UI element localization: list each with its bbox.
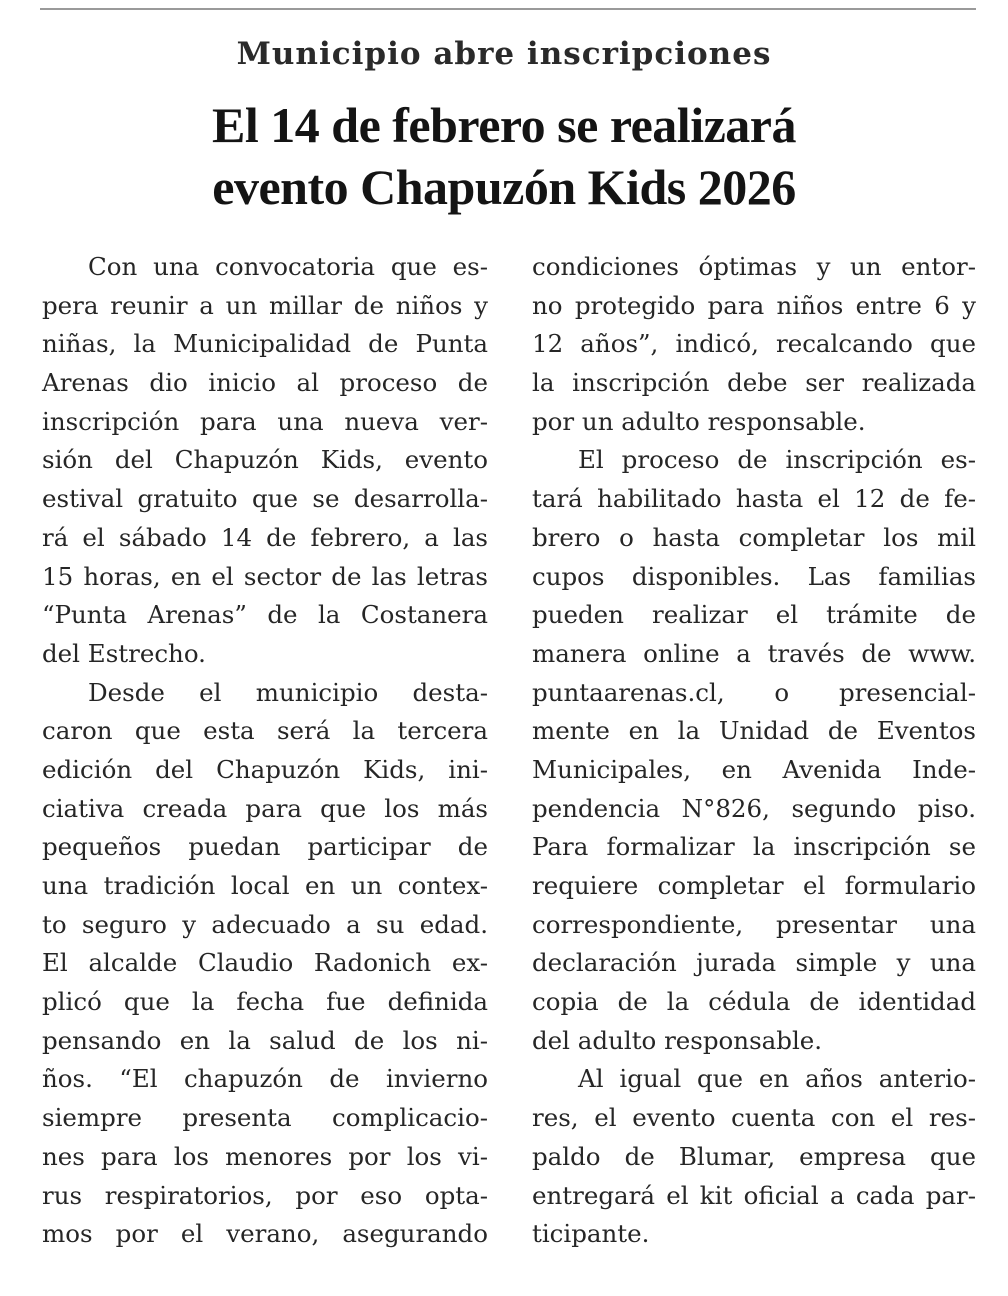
top-divider xyxy=(40,8,976,10)
body-line: pera reunir a un millar de niños y xyxy=(42,290,488,320)
body-line: El proceso de inscripción es- xyxy=(578,445,976,475)
body-line: Desde el municipio desta- xyxy=(88,677,488,707)
body-line: correspondiente, presentar una xyxy=(532,909,976,939)
body-line: Para formalizar la inscripción se xyxy=(532,832,976,862)
body-line: brero o hasta completar los mil xyxy=(532,522,976,552)
body-line: condiciones óptimas y un entor- xyxy=(532,252,976,281)
body-line: ticipante. xyxy=(532,1219,650,1249)
body-line: pequeños puedan participar de xyxy=(42,832,488,862)
body-line: niñas, la Municipalidad de Punta xyxy=(42,329,488,359)
body-line: Con una convocatoria que es- xyxy=(88,252,488,281)
body-line: plicó que la fecha fue definida xyxy=(42,987,488,1017)
body-line: pueden realizar el trámite de xyxy=(532,600,976,630)
body-line: cupos disponibles. Las familias xyxy=(532,561,976,591)
body-line: estival gratuito que se desarrolla- xyxy=(42,484,488,514)
body-line: nes para los menores por los vi- xyxy=(42,1141,488,1171)
body-line: edición del Chapuzón Kids, ini- xyxy=(42,754,488,784)
body-line: no protegido para niños entre 6 y xyxy=(532,290,976,320)
body-line: manera online a través de www. xyxy=(532,638,976,668)
body-line: pendencia N°826, segundo piso. xyxy=(532,793,976,823)
body-column-right xyxy=(532,248,976,1254)
body-line: inscripción para una nueva ver- xyxy=(42,406,488,436)
headline-line-2: evento Chapuzón Kids 2026 xyxy=(212,159,796,215)
body-line: del Estrecho. xyxy=(42,638,206,668)
body-line: mente en la Unidad de Eventos xyxy=(532,716,976,746)
body-line: puntaarenas.cl, o presencial- xyxy=(532,677,976,707)
article-kicker: Municipio abre inscripciones xyxy=(236,36,772,72)
body-line: Municipales, en Avenida Inde- xyxy=(532,754,976,784)
body-line: ños. “El chapuzón de invierno xyxy=(42,1064,488,1094)
body-line: caron que esta será la tercera xyxy=(42,716,488,746)
body-line: tará habilitado hasta el 12 de fe- xyxy=(532,484,976,514)
body-line: to seguro y adecuado a su edad. xyxy=(42,909,488,939)
body-line: rus respiratorios, por eso opta- xyxy=(42,1180,488,1210)
body-line: paldo de Blumar, empresa que xyxy=(532,1141,976,1171)
body-column-left xyxy=(42,248,488,1254)
body-line: por un adulto responsable. xyxy=(532,406,866,436)
body-line: res, el evento cuenta con el res- xyxy=(532,1103,976,1133)
body-line: requiere completar el formulario xyxy=(532,871,976,900)
body-line: 15 horas, en el sector de las letras xyxy=(42,561,488,591)
body-line: 12 años”, indicó, recalcando que xyxy=(532,329,976,359)
headline-line-1: El 14 de febrero se realizará xyxy=(212,97,796,153)
body-line: una tradición local en un contex- xyxy=(42,871,488,900)
body-line: sión del Chapuzón Kids, evento xyxy=(42,445,488,475)
body-line: la inscripción debe ser realizada xyxy=(532,368,976,398)
body-line: ciativa creada para que los más xyxy=(42,793,488,823)
body-line: rá el sábado 14 de febrero, a las xyxy=(42,522,488,552)
article-headline xyxy=(0,94,1008,218)
body-line: entregará el kit oficial a cada par- xyxy=(532,1180,976,1210)
body-line: del adulto responsable. xyxy=(532,1025,823,1055)
body-line: siempre presenta complicacio- xyxy=(42,1103,488,1133)
body-line: pensando en la salud de los ni- xyxy=(42,1025,488,1055)
body-line: mos por el verano, asegurando xyxy=(42,1219,488,1249)
body-line: El alcalde Claudio Radonich ex- xyxy=(42,948,488,978)
body-line: declaración jurada simple y una xyxy=(532,948,976,978)
body-line: Al igual que en años anterio- xyxy=(578,1064,976,1094)
body-line: Arenas dio inicio al proceso de xyxy=(42,368,488,398)
body-line: “Punta Arenas” de la Costanera xyxy=(42,600,488,630)
body-line: copia de la cédula de identidad xyxy=(532,987,976,1017)
